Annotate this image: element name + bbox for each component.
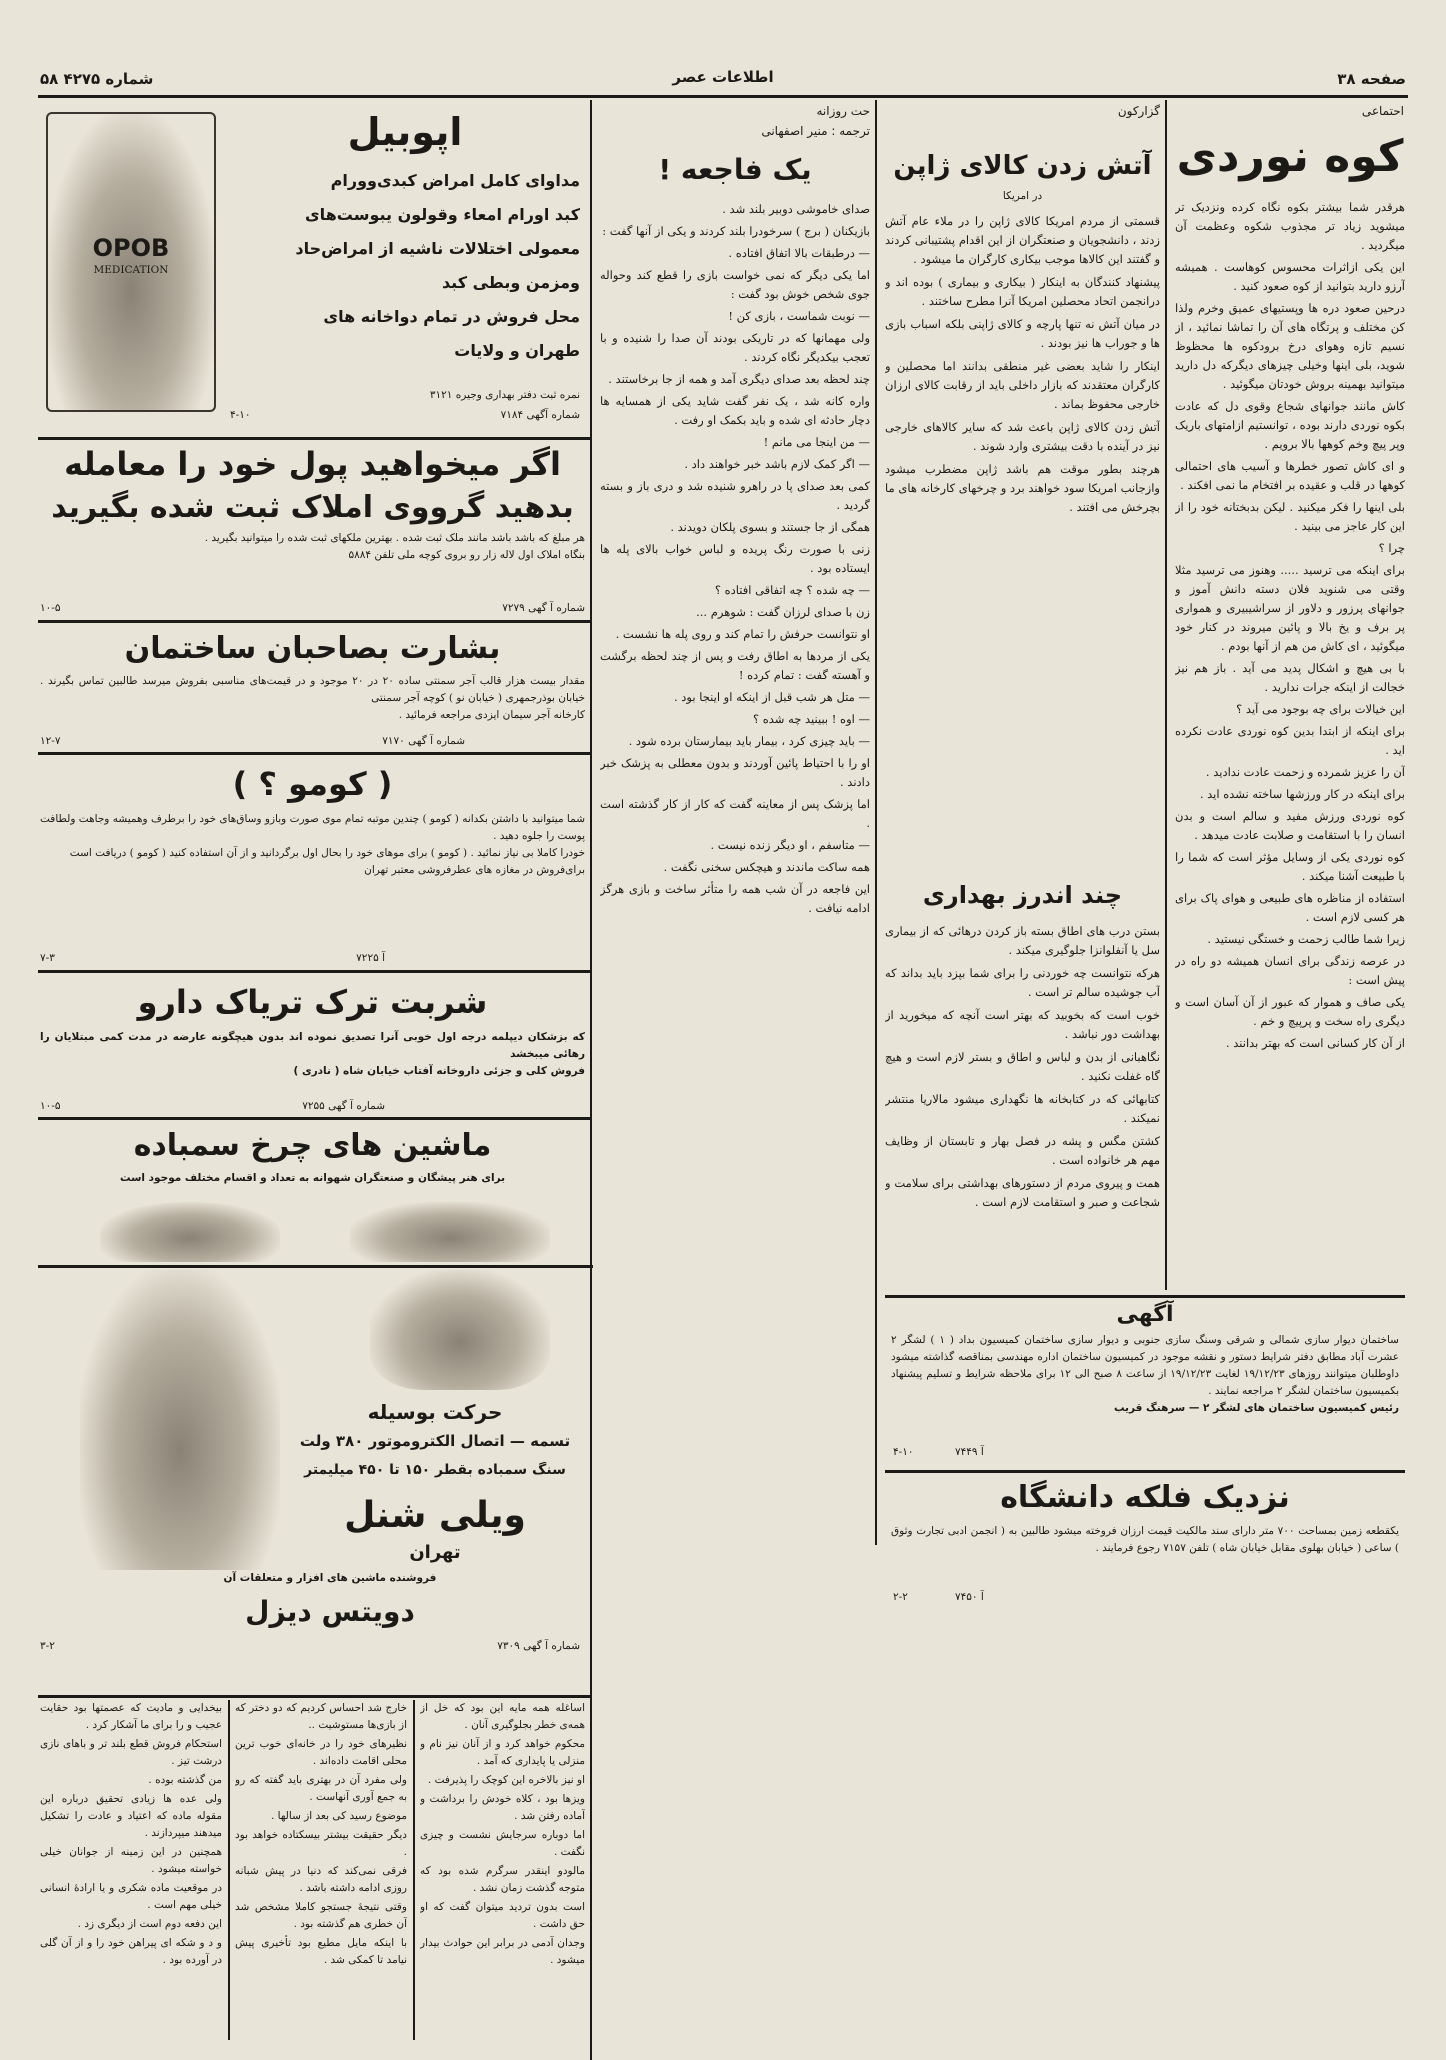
machine-ad-body	[40, 1270, 585, 1690]
bottom-col-a	[40, 1700, 222, 2040]
col1-para: با بی هیچ و اشکال پدید می آید . باز هم نیز خجالت از اینکه جرات ندارید .	[1175, 661, 1405, 694]
bottom-col-c-para: محکوم خواهد کرد و از آنان نیز نام و منزلی یا پایداری که آمد .	[420, 1738, 585, 1767]
komo-address: برای‌فروش در مغازه های عطرفروشی معتبر تهران	[364, 864, 585, 876]
bottom-col-c-para: اساغله همه مایه این بود که خل از همه‌ی خطر بجلوگیری آنان .	[420, 1702, 585, 1731]
opium-address: فروش کلی و جزئی داروخانه آفتاب خیابان شاه ( نادری )	[293, 1065, 585, 1077]
bottle-sublabel: MEDICATION	[93, 264, 169, 276]
oplid-line: مداوای کامل امراض کبدی‌وورام	[330, 171, 580, 190]
opium-ad	[40, 975, 585, 1115]
notice-title: آگهی	[1116, 1302, 1174, 1327]
bottom-col-b-para: وقتی نتیجهٔ جستجو کاملا مشخص شد آن خطری هم گذشته بود .	[235, 1901, 407, 1930]
col3-para: ولی مهمانها که در تاریکی بودند آن صدا را شنیده و با تعجب بیکدیگر نگاه کردند .	[600, 331, 870, 364]
bottom-col-b-para: با اینکه مایل مطیع بود تأخیری پیش نیامد تا کمکی شد .	[235, 1937, 407, 1966]
col1-para: کاش مانند جوانهای شجاع وقوی دل که عادت بکوه نوردی دارند بوده ، توانستیم ازامتهای باریک وپر پیچ وخم کوهها بالا برویم .	[1175, 399, 1405, 451]
opium-code: ۱۰-۵	[40, 1100, 61, 1112]
col1-para: برای اینکه می ترسید ..... وهنوز می ترسید مثلا وقتی می شنوید فلان دسته دانش آموز و جوانهای پرزور و دلاور از سراشیبیری و همواری پر برف و یخ بالا و پائین میروند در کنار خود میگوئید ، ای کاش من هم از آنها بودم .	[1175, 563, 1405, 653]
col1-body	[1175, 198, 1405, 1288]
col1-para: از آن کار کسانی است که بهتر بدانند .	[1225, 1036, 1405, 1050]
col2-title: آتش زدن کالای ژاپن	[893, 151, 1152, 181]
col2-title2: چند اندرز بهداری	[922, 881, 1123, 909]
bottom-col-a-para: در موقعیت ماده شکری و یا ارادهٔ انسانی خیلی مهم است .	[40, 1882, 222, 1911]
bottom-col-c	[420, 1700, 585, 2040]
machine-city: تهران	[409, 1542, 461, 1563]
bottom-section-rule	[38, 1265, 593, 1268]
col2-para2: کتابهائی که در کتابخانه ها نگهداری میشود مالاریا منتشر نمیکند .	[885, 1092, 1160, 1125]
bottom-rule-b	[228, 1700, 230, 2040]
bottom-col-c-para: مالودو اینقدر سرگرم شده بود که متوجه گذشت زمان نشد .	[420, 1865, 585, 1894]
machine-brand: ویلی شنل	[344, 1495, 526, 1536]
col2-para2: بستن درب های اطاق بسته باز کردن درهائی که از بیماری سل یا آنفلوانزا جلوگیری میکند .	[885, 924, 1160, 957]
col1-title: کوه نوردی	[1176, 131, 1404, 182]
komo-ad	[40, 757, 585, 967]
col2-para: اینکار را شاید بعضی غیر منطقی بدانند اما محصلین و کارگران معتقدند که بازار داخلی باید از رقابت کالای ارزان خارجی محفوظ بماند .	[885, 359, 1160, 411]
notice-text: ساختمان دیوار سازی شمالی و شرقی وسنگ سازی جنوبی و دیوار سازی ساختمان کمیسیون بداد ( ۱ ) لشگر ۲ عشرت آباد مطابق دفتر شرایط دستور و نقشه موجود در کمیسیون ساختمان اداره مهندسی بمناقصه گذاشته میشود داوطلبان میتوانند روزهای ۱۹/۱۲/۲۳ لغایت ۱۹/۱۲/۲۳ از ساعت ۸ صبح الی ۱۲ برای ملاحظه شرایط و تسلیم پیشنهاد بکمیسیون ساختمان لشگر ۲ مراجعه نمایند .	[891, 1334, 1400, 1397]
col3-para: زن با صدای لرزان گفت : شوهرم ...	[696, 605, 870, 619]
col1-para: این یکی ازاثرات محسوس کوهاست . همیشه آرزو دارید بتوانید از کوه صعود کنید .	[1175, 260, 1405, 293]
col2-body2	[885, 922, 1160, 1317]
col3-para: — متل هر شب قبل از اینکه او اینجا بود .	[674, 690, 870, 704]
col3-para: واره کانه شد ، یک نفر گفت شاید یکی از همسایه ها دچار حادثه ای شده و باید بکمک او رفت .	[600, 394, 870, 427]
machine-line-2: تسمه — اتصال الکتروموتور ۳۸۰ ولت	[299, 1432, 571, 1450]
col3-para: — متاسفم ، او دیگر زنده نیست .	[710, 838, 870, 852]
col1-para: یکی صاف و هموار که عبور از آن آسان است و دیگری راه سخت و پرپیچ و خم .	[1175, 995, 1405, 1028]
university-ad-no: آ ۷۴۵۰	[955, 1591, 984, 1603]
komo-code: ۷-۳	[40, 952, 55, 964]
column-rule-1	[1165, 100, 1167, 1290]
machine-title: ماشین های چرخ سمباده	[133, 1128, 492, 1163]
university-code: ۲-۲	[893, 1591, 908, 1603]
komo-desc: شما میتوانید با داشتن بکدانه ( کومو ) چندین موتبه تمام موی صورت وبازو وساق‌های خود را برطرف وهمیشه وجاهت ولطافت پوست را جلوه دهید .	[40, 813, 585, 842]
col3-para: صدای خاموشی دوبیر بلند شد .	[722, 202, 870, 216]
bottom-col-a-para: این دفعه دوم است از دیگری زد .	[77, 1918, 222, 1930]
col3-para: اما پزشک پس از معاینه گفت که کار از کار گذشته است .	[600, 797, 870, 830]
col1-para: در عرصه زندگی برای انسان همیشه دو راه در پیش است :	[1175, 954, 1405, 987]
bottom-col-c-para: است بدون تردید میتوان گفت که او حق داشت .	[420, 1901, 585, 1930]
col2-para2: همت و پیروی مردم از دستورهای بهداشتی برای سلامت و شجاعت و صبر و استقامت لازم است .	[885, 1176, 1160, 1209]
col3-body	[600, 200, 870, 1760]
notice-sign: رئیس کمیسیون ساختمان های لشگر ۲ — سرهنگ قریب	[1113, 1402, 1399, 1414]
machine-seller: فروشنده ماشین های افزار و متعلقات آن	[223, 1572, 437, 1584]
property-line1: اگر میخواهید پول خود را معامله	[64, 445, 561, 483]
col2-para2: هرکه نتوانست چه خوردنی را برای شما بپزد باید بداند که آب جوشیده سالم تر است .	[885, 966, 1160, 999]
medicine-bottle-image	[46, 112, 216, 412]
col3-para: کمی بعد صدای پا در راهرو شنیده شد و دری باز و بسته گردید .	[600, 479, 870, 512]
col3-para: بازیکنان ( برج ) سرخودرا بلند کردند و یکی از آنها گفت :	[602, 224, 870, 238]
notice-code: ۴-۱۰	[893, 1446, 914, 1458]
bottom-col-a-para: استحکام فروش قطع بلند تر و باهای نازی درشت تیز .	[40, 1738, 222, 1767]
ad-rule-1	[38, 437, 590, 440]
paper-name: اطلاعات عصر	[672, 68, 774, 86]
ad-rule-2	[38, 620, 590, 623]
col3-para: اما یکی دیگر که نمی خواست بازی را قطع کند وحواله جوی شخص خوش بود گفت :	[600, 268, 870, 301]
col3-para: — باید چیزی کرد ، بیمار باید بیمارستان برده شود .	[628, 734, 870, 748]
col2-para: در میان آتش نه تنها پارچه و کالای ژاپنی بلکه اسباب بازی ها و جوراب ها نیز بودند .	[885, 317, 1160, 350]
oplid-lines	[230, 164, 580, 368]
property-code: ۱۰-۵	[40, 602, 61, 614]
building-desc: مقدار بیست هزار قالب آجر سمنتی ساده ۲۰ در ۲۰ موجود و در قیمت‌های مناسبی بفروش میرسد طالبین تماس بگیرند . خیابان بوذرجمهری ( خیابان نو ) کوچه آجر سمنتی	[40, 675, 585, 704]
col1-para: کوه نوردی ورزش مفید و سالم است و بدن انسان را با استقامت و صلابت عادت میدهد .	[1175, 809, 1405, 842]
col1-para: درحین صعود دره ها وپستیهای عمیق وخرم ولذا کن مختلف و پرتگاه های آن را تماشا نمائید ، از نسیم تازه وهوای درخ برودکوه ها محظوظ شوید، بلی اینها وخیلی چیزهای دیگرکه دل دارید میتوانید بهمینه بروش خودتان میگوئید .	[1175, 301, 1405, 391]
ad-rule-3	[38, 752, 590, 755]
bottom-col-c-para: اما دوباره سرجایش نشست و چیزی نگفت .	[420, 1829, 585, 1858]
ad-rule-5	[38, 1117, 590, 1120]
col2-para: پیشنهاد کنندگان به اینکار ( بیکاری و بیماری ) بوده اند و درانجمن اتحاد محصلین امریکا آنرا مطرح ساختند .	[885, 275, 1160, 308]
bottom-col-a-para: ولی عده ها زیادی تحقیق درباره این مقوله ماده که اعتیاد و عادت را تشکیل میدهند میپردازند .	[40, 1793, 222, 1839]
building-address: کارخانه آجر سیمان ایزدی مراجعه فرمائید .	[398, 709, 585, 721]
machine-company: دویتس دیزل	[245, 1595, 415, 1628]
col2-para2: نگاهبانی از بدن و لباس و اطاق و بستر لازم است و هیچ گاه غفلت نکنید .	[885, 1050, 1160, 1083]
grinder-image-left	[100, 1202, 280, 1262]
oplid-code: ۴-۱۰	[230, 409, 251, 421]
col2-subtitle: در امریکا	[1002, 190, 1043, 202]
col1-para: چرا ؟	[1378, 541, 1405, 555]
oplid-footer: نمره ثبت دفتر بهداری وجیره ۳۱۲۱	[429, 389, 580, 401]
bottom-col-b-para: خارج شد احساس کردیم که دو دختر که از بازی‌ها مستوشیت ..	[235, 1702, 407, 1731]
bottom-col-a-para: و د و شکه ای پیراهن خود را و از آن گلی در آورده بود .	[40, 1937, 222, 1966]
col3-para: او نتوانست حرفش را تمام کند و روی پله ها نشست .	[615, 627, 870, 641]
bottom-col-c-para: وجدان آدمی در برابر این حوادث بیدار میشود .	[420, 1937, 585, 1966]
col2-para2: خوب است که بخوبید که بهتر است آنچه که میخورید از بهداشت دور نباشد .	[885, 1008, 1160, 1041]
col2-para: قسمتی از مردم امریکا کالای ژاپن را در ملاء عام آتش زدند ، دانشجویان و صنعتگران از این اقدام پشتیبانی کردند و گفتند این کالاها موجب بیکاری کارگران ما میشود .	[885, 214, 1160, 266]
university-ad	[885, 1470, 1405, 1610]
oplid-line: کبد اورام امعاء وقولون یبوست‌های	[305, 205, 580, 224]
bottom-col-b-para: ولی مفرد آن در بهتری باید گفته که رو به جمع آوری آنهاست .	[235, 1774, 407, 1803]
column-rule-3	[590, 100, 592, 2060]
col3-para: — چه شده ؟ چه اتفاقی افتاده ؟	[714, 583, 870, 597]
col1-para: کوه نوردی یکی از وسایل مؤثر است که شما را با طبیعت آشنا میکند .	[1175, 850, 1405, 883]
col3-para: همگی از جا جستند و بسوی پلکان دویدند .	[670, 520, 870, 534]
bottom-col-c-para: او نیز بالاخره این کوچک را پذیرفت .	[427, 1774, 585, 1786]
komo-title: ( کومو ؟ )	[232, 765, 393, 803]
bottom-col-a-para: بیخدایی و مادیت که عصمتها بود حقایت عجیب و را برای ما آشکار کرد .	[40, 1702, 222, 1731]
col1-para: زیرا شما طالب زحمت و خستگی نیستید .	[1207, 932, 1405, 946]
col1-kicker: احتماعی	[1361, 104, 1404, 118]
col2-para: آتش زدن کالای ژاپن باعث شد که سایر کالاهای خارجی نیز در آینده با دقت بیشتری وارد شوند .	[885, 420, 1160, 453]
grinder-image-body-left	[80, 1270, 280, 1570]
oplid-line: محل فروش در تمام دواخانه های	[323, 307, 580, 326]
komo-ad-no: آ ۷۲۲۵	[356, 952, 385, 964]
col2-kicker: گزارکون	[1117, 104, 1160, 118]
col3-para: چند لحظه بعد صدای دیگری آمد و همه از جا برخاستند .	[608, 372, 870, 386]
col1-para: این خیالات برای چه بوجود می آید ؟	[1236, 702, 1405, 716]
col1-para: برای اینکه در کار ورزشها ساخته نشده اید .	[1199, 787, 1405, 801]
property-address: بنگاه املاک اول لاله زار رو بروی کوچه ملی تلفن ۵۸۸۴	[348, 549, 585, 561]
col3-para: همه ساکت ماندند و هیچکس سخنی نگفت .	[663, 860, 870, 874]
opium-ad-no: شماره آ گهی ۷۲۵۵	[302, 1100, 385, 1112]
property-desc: هر مبلغ که باشد باشد مانند ملک ثبت شده . بهترین ملکهای ثبت شده را میتوانید بگیرید .	[204, 532, 585, 544]
col3-para: — درطبقات بالا اتفاق افتاده .	[728, 246, 870, 260]
column-rule-2	[875, 100, 877, 1545]
col2-para: هرچند بطور موقت هم باشد ژاپن مضطرب میشود وازجانب امریکا سود خواهند برد و چرخهای کارخانه های ما بچرخش می افتند .	[885, 462, 1160, 514]
property-ad-no: شماره آ گهی ۷۲۷۹	[502, 602, 585, 614]
notice-ad	[885, 1295, 1405, 1465]
masthead-rule	[38, 95, 1408, 98]
oplid-title: اپوبیل	[347, 110, 463, 154]
bottom-rule-a	[413, 1700, 415, 2040]
col3-para: یکی از مردها به اطاق رفت و پس از چند لحظه برگشت و آهسته گفت : تمام کرده !	[600, 649, 870, 682]
col3-para: این فاجعه در آن شب همه را متأثر ساخت و بازی هرگز ادامه نیافت .	[600, 882, 870, 915]
col3-para: — نوبت شماست ، بازی کن !	[728, 309, 870, 323]
col1-para: بلی اینها را فکر میکنید . لیکن بدبختانه خود را از این کار عاجز می بینید .	[1175, 500, 1405, 533]
komo-extra: خودرا کاملا بی نیاز نمائید . ( کومو ) برای موهای خود را بحال اول برگردانید و از آن استفاده کنید ( کومو ) دریافت است	[69, 847, 585, 859]
col3-para: — اگر کمک لازم باشد خبر خواهند داد .	[684, 457, 870, 471]
col2-body	[885, 212, 1160, 832]
grinder-image-body-right	[370, 1270, 550, 1390]
ad-rule-4	[38, 970, 590, 973]
oplid-line: طهران و ولایات	[454, 341, 580, 360]
col3-para: — اوه ! ببینید چه شده ؟	[752, 712, 870, 726]
col3-para: زنی با صورت رنگ پریده و لباس خواب بالای پله ها ایستاده بود .	[600, 542, 870, 575]
bottom-col-c-para: ویزها بود ، کلاه خودش را برداشت و آماده رفتن شد .	[420, 1793, 585, 1822]
machine-line-3: سنگ سمباده بقطر ۱۵۰ تا ۴۵۰ میلیمتر	[304, 1462, 566, 1478]
col1-para: برای اینکه از ابتدا بدین کوه نوردی عادت نکرده اید .	[1175, 724, 1405, 757]
col1-para: استفاده از مناظره های طبیعی و هوای پاک برای هر کسی لازم است .	[1175, 891, 1405, 924]
col3-kicker: حت روزانه	[816, 104, 870, 118]
oplid-ad	[40, 102, 585, 437]
university-text: یکقطعه زمین بمساحت ۷۰۰ متر دارای سند مالکیت قیمت ارزان فروخته میشود طالبین به ( انجمن ادبی تجارت وثوق ) ساعی ( خیابان بهلوی مقابل خیابان شاه ) تلفن ۷۱۵۷ رجوع فرمایند .	[891, 1525, 1399, 1554]
bottom-col-a-para: همچنین در این زمینه از جوانان خیلی خواسته میشود .	[40, 1846, 222, 1875]
bottom-text-rule	[38, 1695, 590, 1698]
col3-para: او را با احتیاط پائین آوردند و بدون معطلی به پزشک خبر دادند .	[600, 756, 870, 789]
page-number: صفحه ۳۸	[1337, 70, 1406, 88]
property-ad	[40, 442, 585, 617]
bottom-col-b-para: نظیرهای خود را در خانه‌ای خوب ترین محلی اقامت داده‌اند .	[235, 1738, 407, 1767]
building-code: ۱۲-۷	[40, 735, 61, 747]
opium-title: شربت ترک تریاک دارو	[137, 983, 488, 1021]
machine-ad-no: شماره آ گهی ۷۳۰۹	[497, 1640, 580, 1652]
notice-ad-no: آ ۷۴۴۹	[955, 1446, 984, 1458]
col1-para: و ای کاش تصور خطرها و آسیب های احتمالی کوهها در قلب و عقیده بر افتخام ما نمی افکند .	[1175, 459, 1405, 492]
university-title: نزدیک فلکه دانشگاه	[1000, 1480, 1290, 1515]
oplid-ad-no: شماره آگهی ۷۱۸۴	[500, 409, 580, 421]
property-line2: بدهید گرووی املاک ثبت شده بگیرید	[51, 490, 574, 525]
oplid-line: ومزمن وبطی کبد	[441, 273, 580, 292]
machine-sub: برای هنر پیشگان و صنعتگران شهوانه به تعداد و اقسام مختلف موجود است	[119, 1172, 506, 1184]
col3-byline: ترجمه : منیر اصفهانی	[761, 124, 870, 138]
opium-desc: که بزشکان دیپلمه درجه اول خوبی آنرا تصدیق نموده اند بدون هیچگونه عارضه در مدت کمی مبتلایان را رهائی میبخشد	[40, 1031, 585, 1060]
col1-para: آن را عزیز شمرده و زحمت عادت ندادید .	[1205, 765, 1405, 779]
machine-line-1: حرکت بوسیله	[367, 1400, 503, 1424]
bottom-col-b-para: موضوع رسید کی بعد از سالها .	[270, 1810, 407, 1822]
bottom-col-a-para: من گذشته بوده .	[148, 1774, 222, 1786]
col1-para: هرقدر شما بیشتر بکوه نگاه کرده ونزدیک تر میشوید زیاد تر مجذوب شکوه وعظمت آن میگردید .	[1175, 200, 1405, 252]
building-ad	[40, 625, 585, 750]
col3-para: — من اینجا می مانم !	[763, 435, 870, 449]
bottom-col-b-para: دیگر حقیقت بیشتر بیسکتاده خواهد بود .	[235, 1829, 407, 1858]
building-title: بشارت بصاحبان ساختمان	[124, 631, 501, 666]
bottom-col-b	[235, 1700, 407, 2040]
bottom-col-b-para: فرقی نمی‌کند که دنیا در پیش شبانه روزی ادامه داشته باشد .	[235, 1865, 407, 1894]
oplid-line: معمولی اختلالات ناشیه از امراض‌حاد	[295, 239, 580, 258]
machine-code: ۳-۲	[40, 1640, 55, 1652]
col3-title: یک فاجعه !	[658, 153, 812, 186]
building-ad-no: شماره آ گهی ۷۱۷۰	[382, 735, 465, 747]
grinder-image-right	[350, 1202, 550, 1262]
bottle-label: OPOB	[92, 234, 170, 262]
issue-number: شماره ۴۲۷۵ ۵۸	[40, 70, 154, 88]
machine-ad	[40, 1122, 585, 1262]
col2-para2: کشتن مگس و پشه در فصل بهار و تابستان از وظایف مهم هر خانواده است .	[885, 1134, 1160, 1167]
